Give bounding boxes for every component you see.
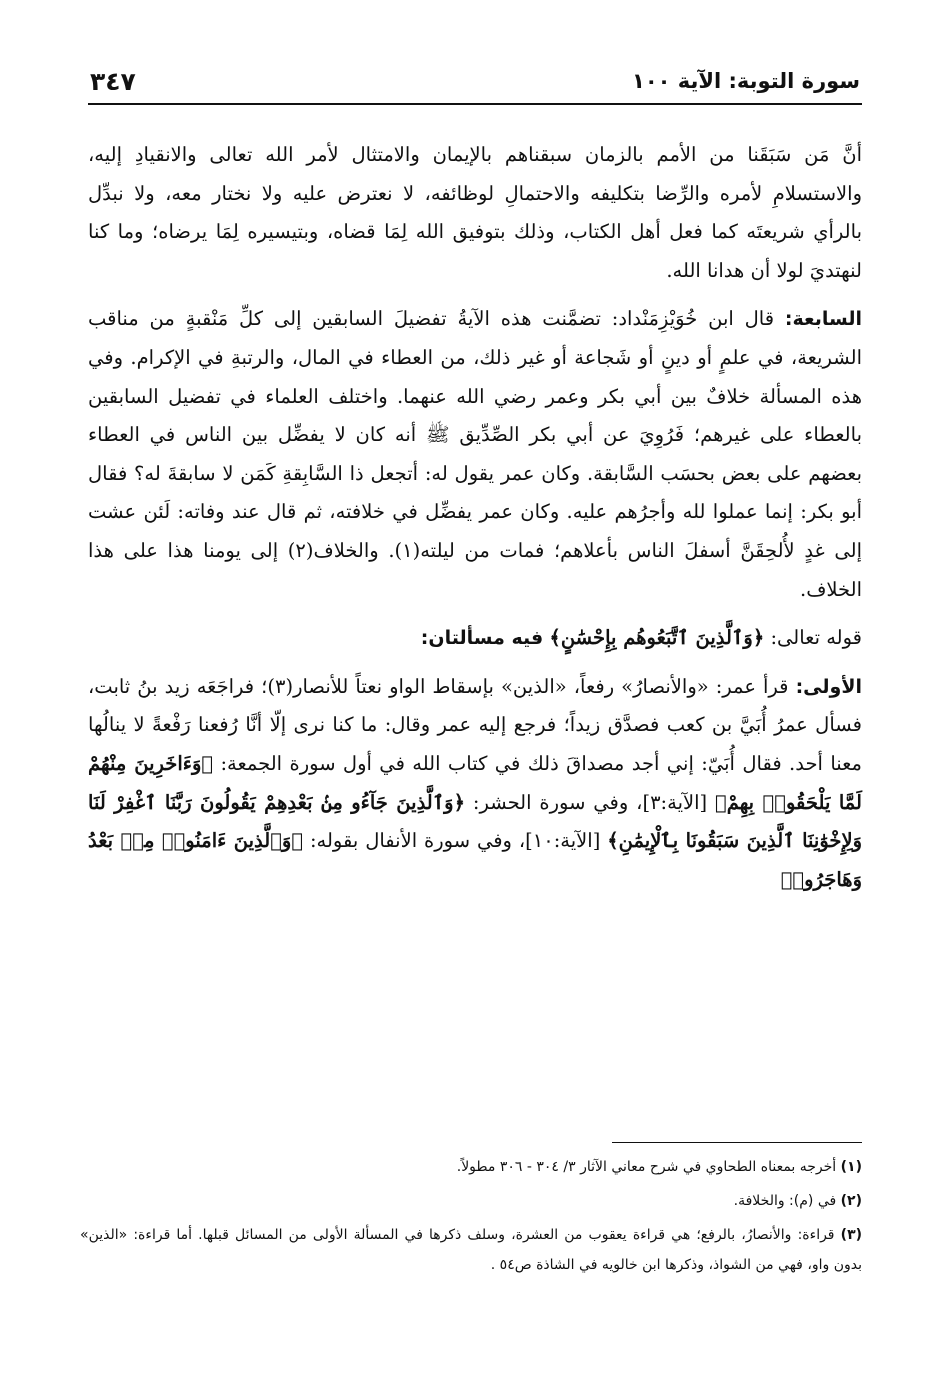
header-divider	[88, 103, 862, 105]
paragraph-seventh-text: قال ابن خُوَيْزِمَنْداد: تضمَّنت هذه الآيةُ تفضيلَ السابقين إلى كلِّ مَنْقبةٍ من مناقب الشريعة، في علمٍ أو دينٍ أو شَجاعة أو غير ذلك، من العطاء في المال، والرتبةِ في الإكرام. وفي هذه المسألة خلافٌ بين أبي بكر وعمر رضي الله عنهما. واختلف العلماء في تفضيل السابقين بالعطاء على غيرهم؛ فَرُوِيَ عن أبي بكر الصِّدِّيق ﷺ أنه كان لا يفضِّل بين الناس في العطاء بعضهم على بعض بحسَب السَّابقة. وكان عمر يقول له: أتجعل ذا السَّابِقةِ كَمَن لا سابقةَ له؟ فقال أبو بكر: إنما عملوا لله وأجرُهم عليه. وكان عمر يفضِّل في خلافته، ثم قال عند وفاته: لَئن عشت إلى غدٍ لأُلحِقَنَّ أسفلَ الناس بأعلاهم؛ فمات من ليلته(١). والخلاف(٢) إلى يومنا هذا على هذا الخلاف.	[88, 307, 862, 601]
footnote-text: أخرجه بمعناه الطحاوي في شرح معاني الآثار ٣/ ٣٠٤ - ٣٠٦ مطولاً.	[456, 1159, 837, 1175]
footnote-text: قراءة: والأنصارُ، بالرفع؛ هي قراءة يعقوب من العشرة، وسلف ذكرها في المسألة الأولى من المسائل قبلها. أما قراءة: «الذين» بدون واو، فهي من الشواذ، وذكرها ابن خالويه في الشاذة ص٥٤ .	[80, 1227, 862, 1273]
footnote-divider	[612, 1142, 862, 1143]
quran-verse-anfal: ﴿وَٱلَّذِينَ ءَامَنُوا۟ مِنۢ بَعْدُ وَهَاجَرُوا۟	[88, 829, 862, 891]
footnote-text: في (م): والخلافة.	[733, 1193, 837, 1209]
paragraph-first	[88, 668, 862, 900]
paragraph-first-text-b: [الآية:٣]، وفي سورة الحشر:	[472, 790, 708, 814]
quran-verse-hashr: ﴿وَٱلَّذِينَ جَآءُو مِنۢ بَعْدِهِمْ يَقُولُونَ رَبَّنَا ٱغْفِرْ لَنَا وَلِإِخْوَٰنِنَا ٱلَّذِينَ سَبَقُونَا بِٱلْإِيمَٰنِ﴾	[88, 790, 862, 853]
paragraph-1	[88, 136, 862, 290]
quran-verse: ﴿وَٱلَّذِينَ ٱتَّبَعُوهُم بِإِحْسَٰنٍ﴾	[549, 626, 765, 650]
quran-verse-jumuah: ﴿وَءَاخَرِينَ مِنْهُمْ لَمَّا يَلْحَقُوا۟ بِهِمْ﴾	[88, 751, 862, 814]
surah-title: سورة التوبة: الآية ١٠٠	[632, 69, 860, 93]
paragraph-verse-intro	[88, 619, 862, 658]
paragraph-first-text-c: [الآية:١٠]، وفي سورة الأنفال بقوله:	[309, 829, 601, 853]
footnote-2	[80, 1186, 862, 1216]
section-heading-first: الأولى:	[795, 675, 862, 698]
paragraph-seventh	[88, 300, 862, 609]
footnote-1	[80, 1152, 862, 1182]
verse-intro-prefix: قوله تعالى:	[770, 626, 862, 650]
page-number: ٣٤٧	[90, 66, 136, 96]
footnote-3	[80, 1220, 862, 1280]
footnote-number: (٢)	[840, 1193, 862, 1209]
verse-intro-suffix: فيه مسألتان:	[420, 627, 544, 650]
section-heading-seventh: السابعة:	[784, 308, 862, 331]
footnotes	[80, 1152, 862, 1284]
running-header	[90, 58, 860, 104]
paragraph-first-text-a: قرأ عمر: «والأنصارُ» رفعاً، «الذين» بإسقاط الواو نعتاً للأنصار(٣)؛ فراجَعَه زيد بنُ ثابت، فسأل عمرُ أُبَيَّ بن كعب فصدَّق زيداً؛ فرجع إليه عمر وقال: ما كنا نرى إلّا أنَّا رُفعنا رَفْعةً لا ينالُها معنا أحد. فقال أُبَيّ: إني أجد مصداقَ ذلك في كتاب الله في أول سورة الجمعة:	[88, 674, 862, 775]
footnote-number: (٣)	[840, 1227, 863, 1243]
paragraph-1-text: أنَّ مَن سَبَقَنا من الأمم بالزمان سبقناهم بالإيمان والامتثال لأمر الله تعالى والانقيادِ إليه، والاستسلامِ لأمره والرِّضا بتكليفه والاحتمالِ لوظائفه، لا نعترض عليه ولا نختار معه، ولا نبدِّل بالرأي شريعتَه كما فعل أهل الكتاب، وذلك بتوفيق الله لِمَا قضاه، وبتيسيره لِمَا يرضاه؛ وما كنا لنهتديَ لولا أن هدانا الله.	[88, 143, 862, 282]
footnote-number: (١)	[840, 1159, 862, 1175]
main-text	[88, 136, 862, 899]
